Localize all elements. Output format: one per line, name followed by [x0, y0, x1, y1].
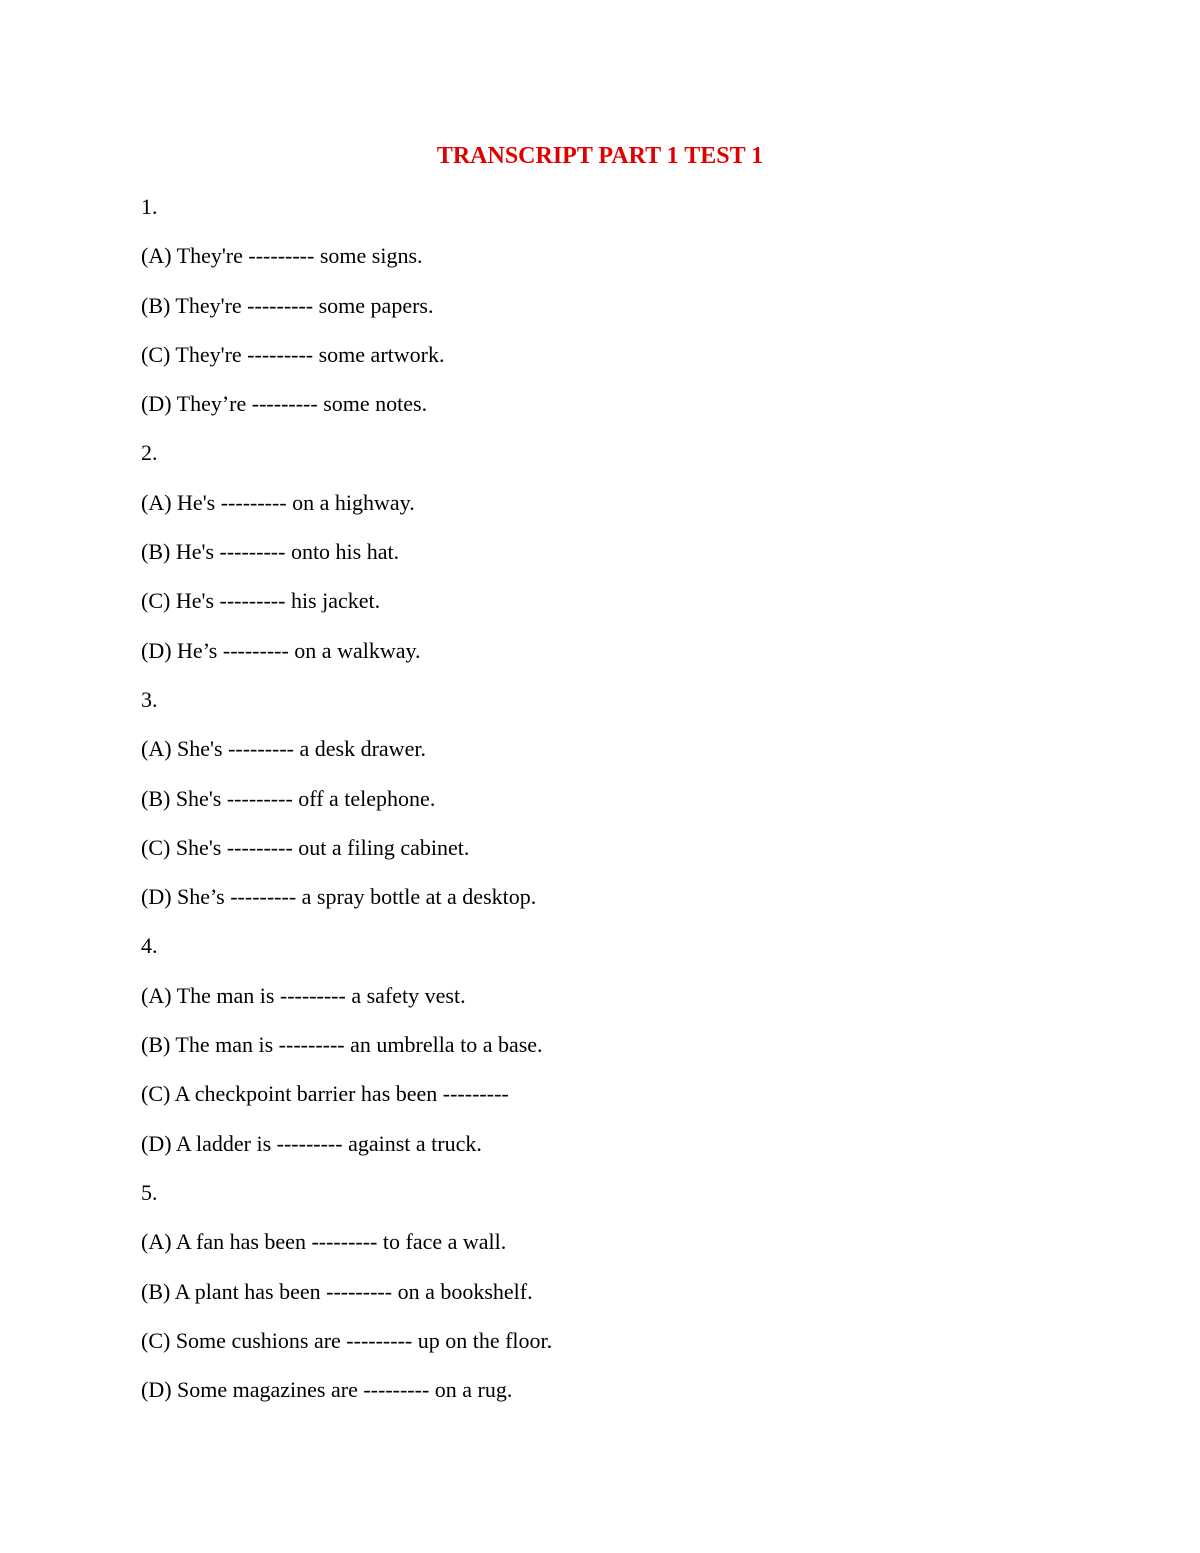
question-block — [141, 437, 552, 683]
option-c: (C) He's --------- his jacket. — [141, 588, 381, 614]
option-c: (C) Some cushions are --------- up on the floor. — [141, 1327, 553, 1353]
question-number: 3. — [141, 686, 158, 712]
option-a: (A) A fan has been --------- to face a wall. — [141, 1229, 507, 1255]
option-d: (D) A ladder is --------- against a truck. — [141, 1130, 482, 1156]
option-d: (D) They’re --------- some notes. — [141, 391, 428, 417]
option-b: (B) She's --------- off a telephone. — [141, 785, 436, 811]
question-block — [141, 191, 552, 437]
question-block — [141, 684, 552, 930]
question-number: 2. — [141, 440, 158, 466]
option-d: (D) Some magazines are --------- on a rug. — [141, 1377, 513, 1403]
question-number: 5. — [141, 1179, 158, 1205]
question-block — [141, 930, 552, 1176]
option-a: (A) She's --------- a desk drawer. — [141, 736, 426, 762]
question-list — [141, 191, 552, 1423]
option-b: (B) He's --------- onto his hat. — [141, 539, 400, 565]
option-a: (A) He's --------- on a highway. — [141, 489, 415, 515]
option-c: (C) She's --------- out a filing cabinet. — [141, 834, 470, 860]
option-b: (B) A plant has been --------- on a bookshelf. — [141, 1278, 533, 1304]
option-a: (A) They're --------- some signs. — [141, 243, 423, 269]
option-c: (C) A checkpoint barrier has been --------- — [141, 1081, 509, 1107]
question-number: 4. — [141, 933, 158, 959]
option-b: (B) They're --------- some papers. — [141, 292, 434, 318]
question-block — [141, 1177, 552, 1423]
option-c: (C) They're --------- some artwork. — [141, 341, 445, 367]
option-d: (D) He’s --------- on a walkway. — [141, 637, 421, 663]
page-title: TRANSCRIPT PART 1 TEST 1 — [436, 143, 764, 169]
option-a: (A) The man is --------- a safety vest. — [141, 982, 466, 1008]
question-number: 1. — [141, 194, 158, 219]
option-d: (D) She’s --------- a spray bottle at a desktop. — [141, 884, 537, 910]
option-b: (B) The man is --------- an umbrella to a base. — [141, 1032, 543, 1058]
